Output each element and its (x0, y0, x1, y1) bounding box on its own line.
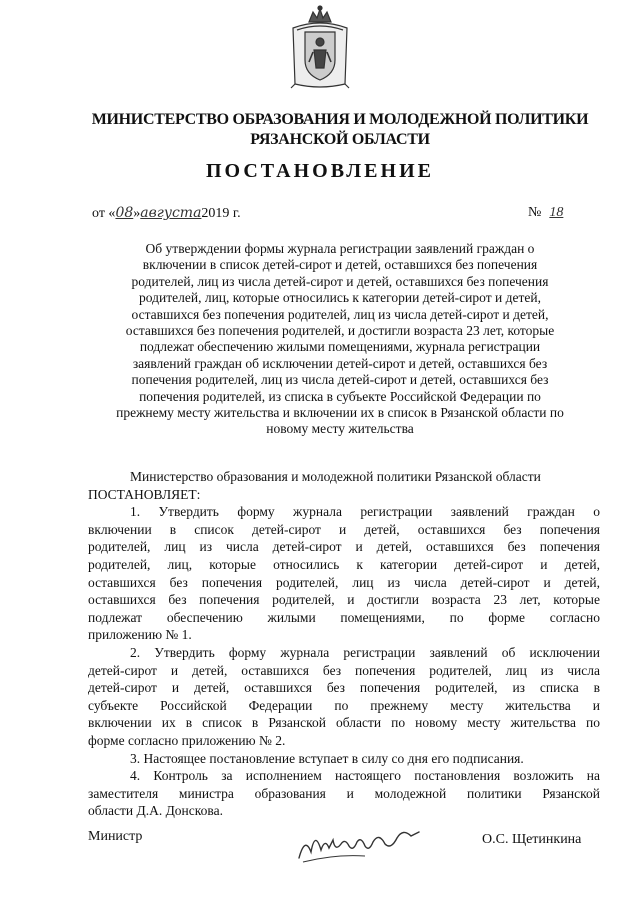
document-number (528, 205, 563, 221)
body-line: субъекте Российской Федерации по прежнему месту жительства и (88, 697, 600, 713)
body-line: заместителя министра образования и молодежной политики Рязанской (88, 785, 600, 801)
coat-of-arms-emblem (287, 4, 353, 90)
ministry-name-line1: МИНИСТЕРСТВО ОБРАЗОВАНИЯ И МОЛОДЕЖНОЙ ПОЛИТИКИ (91, 111, 589, 128)
signatory-name: О.С. Щетинкина (482, 832, 582, 847)
date-year: 2019 г. (201, 206, 241, 221)
body-line: ПОСТАНОВЛЯЕТ: (88, 486, 201, 502)
subject-line: Об утверждении формы журнала регистрации заявлений граждан о (145, 241, 535, 256)
subject-line: оставшихся без попечения родителей, лиц из числа детей-сирот и детей, (131, 306, 549, 322)
body-line: включении в список детей-сирот и детей, оставшихся без попечения (88, 521, 600, 537)
document-body (88, 468, 600, 820)
body-line: подлежат обеспечению жилыми помещениями, по форме согласно (88, 609, 600, 625)
date-month-handwritten: августа (140, 205, 202, 221)
body-line: 1. Утвердить форму журнала регистрации заявлений граждан о (130, 504, 600, 520)
number-value-handwritten: 18 (549, 205, 564, 220)
body-line: детей-сирот и детей, оставшихся без попечения родителей, лиц из числа (88, 662, 600, 678)
body-line: приложению № 1. (88, 627, 192, 643)
handwritten-signature (295, 818, 425, 868)
date-day-handwritten: 08 (115, 205, 134, 221)
document-subject (92, 241, 588, 438)
subject-line: родителей, лиц из числа детей-сирот и детей, оставшихся без попечения (131, 273, 549, 289)
number-label: № (528, 205, 542, 220)
body-line: родителей, лиц, которые относились к категории детей-сирот и детей, (88, 556, 600, 572)
subject-line: родителей, лиц, которые относились к категории детей-сирот и детей, (139, 290, 541, 306)
subject-line: новому месту жительства (266, 421, 414, 437)
date-prefix: от « (92, 206, 116, 221)
subject-line: прежнему месту жительства и включении их в список в Рязанской области по (116, 405, 564, 421)
body-line: детей-сирот и детей, оставшихся без попечения родителей, из списка в (88, 680, 600, 696)
body-line: включении их в список в Рязанской области по новому месту жительства по (88, 715, 600, 731)
date-mid: » (133, 206, 141, 221)
ministry-name-line2: РЯЗАНСКОЙ ОБЛАСТИ (250, 131, 430, 148)
document-type-title: ПОСТАНОВЛЕНИЕ (206, 160, 434, 182)
body-line: области Д.А. Донскова. (88, 803, 223, 819)
body-line: оставшихся без попечения родителей, лиц из числа детей-сирот и детей, (88, 574, 600, 590)
signatory-role: Министр (88, 829, 143, 844)
subject-line: попечения родителей, из списка в субъекте Российской Федерации по (139, 388, 541, 404)
document-date (92, 205, 241, 222)
body-line: 3. Настоящее постановление вступает в силу со дня его подписания. (130, 750, 524, 766)
body-line: родителей, лиц из числа детей-сирот и детей, оставшихся без попечения (88, 539, 600, 555)
subject-line: подлежат обеспечению жилыми помещениями, журнала регистрации (139, 339, 541, 355)
body-line: Министерство образования и молодежной политики Рязанской области (130, 469, 541, 484)
subject-line: попечения родителей, лиц из числа детей-сирот и детей, оставшихся без (131, 372, 549, 388)
subject-line: включении в список детей-сирот и детей, оставшихся без попечения (142, 257, 538, 273)
body-line: 4. Контроль за исполнением настоящего постановления возложить на (130, 768, 600, 784)
body-line: 2. Утвердить форму журнала регистрации заявлений об исключении (130, 644, 600, 660)
body-line: форме согласно приложению № 2. (88, 732, 286, 748)
subject-line: оставшихся без попечения родителей, и достигли возраста 23 лет, которые (125, 323, 555, 339)
subject-line: заявлений граждан об исключении детей-сирот и детей, оставшихся без (132, 355, 548, 371)
body-line: оставшихся без попечения родителей, и достигли возраста 23 лет, которые (88, 592, 600, 608)
